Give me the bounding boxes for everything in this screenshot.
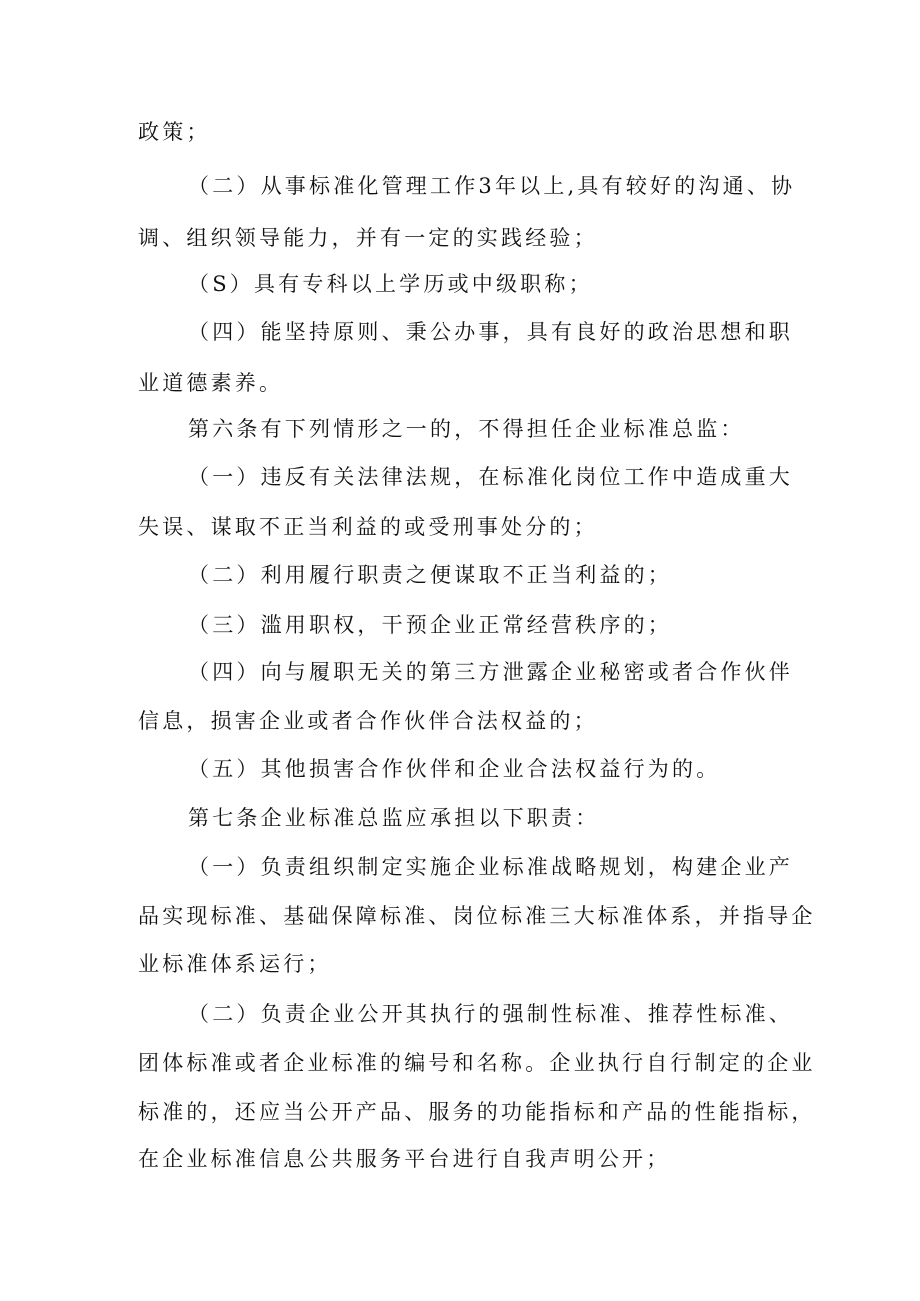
text-line: （五）其他损害合作伙伴和企业合法权益行为的。	[188, 757, 721, 781]
text-line: （二）从事标准化管理工作3年以上,具有较好的沟通、协	[188, 174, 796, 198]
text-line: 业道德素养。	[138, 371, 284, 395]
text-line: 品实现标准、基础保障标准、岗位标准三大标准体系，并指导企	[138, 904, 816, 928]
text-line: 标准的，还应当公开产品、服务的功能指标和产品的性能指标，	[138, 1100, 816, 1124]
text-line: 政策；	[138, 120, 211, 144]
text-line: 团体标准或者企业标准的编号和名称。企业执行自行制定的企业	[138, 1051, 816, 1075]
text-line: （S）具有专科以上学历或中级职称；	[188, 272, 593, 296]
text-line: 业标准体系运行；	[138, 952, 332, 976]
text-line: 信息，损害企业或者合作伙伴合法权益的；	[138, 709, 598, 733]
text-line: （一）负责组织制定实施企业标准战略规划，构建企业产	[188, 855, 793, 879]
text-line: （三）滥用职权，干预企业正常经营秩序的；	[188, 613, 672, 637]
text-line: （四）能坚持原则、秉公办事，具有良好的政治思想和职	[188, 320, 793, 344]
text-line: （四）向与履职无关的第三方泄露企业秘密或者合作伙伴	[188, 660, 793, 684]
section-heading: 第七条企业标准总监应承担以下职责：	[188, 806, 600, 830]
text-line: （二）负责企业公开其执行的强制性标准、推荐性标准、	[188, 1002, 793, 1026]
text-line: 失误、谋取不正当利益的或受刑事处分的；	[138, 515, 598, 539]
text-line: （二）利用履行职责之便谋取不正当利益的；	[188, 563, 672, 587]
text-line: （一）违反有关法律法规，在标准化岗位工作中造成重大	[188, 465, 793, 489]
text-line: 调、组织领导能力，并有一定的实践经验；	[138, 226, 598, 250]
section-heading: 第六条有下列情形之一的，不得担任企业标准总监：	[188, 417, 745, 441]
text-line: 在企业标准信息公共服务平台进行自我声明公开；	[138, 1147, 671, 1171]
